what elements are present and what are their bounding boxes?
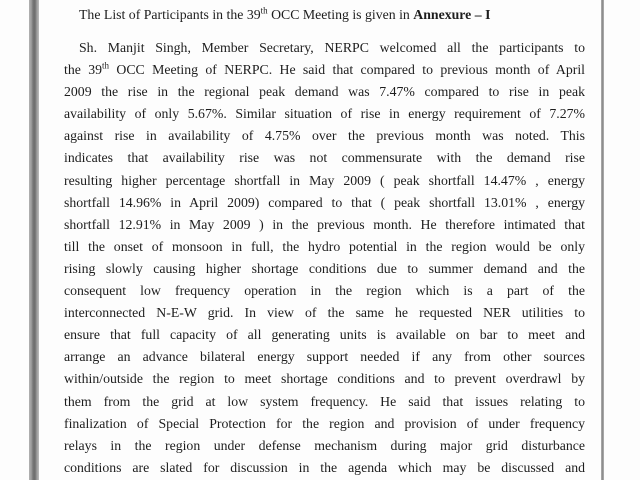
text-segment: OCC Meeting of NERPC. He said that compared to previous month of April	[109, 62, 585, 78]
text-segment: them from the grid at low system frequency. He said that issues relating to	[64, 393, 585, 409]
bold-text: Annexure – I	[413, 7, 491, 22]
paragraph-line	[64, 59, 585, 81]
paragraph-line	[64, 413, 585, 435]
paragraph-line	[64, 457, 585, 479]
text-segment: indicates that availability rise was not commensurate with the demand rise	[64, 150, 585, 166]
text-segment: interconnected N-E-W grid. In view of the same he requested NER utilities to	[64, 305, 585, 321]
text-segment: consequent low frequency operation in the region which is a part of the	[64, 283, 585, 299]
text-segment: Sh. Manjit Singh, Member Secretary, NERPC welcomed all the participants to	[79, 40, 585, 55]
paragraph-line	[64, 125, 585, 147]
paragraph-line	[64, 192, 585, 214]
paragraph-line	[64, 37, 585, 59]
paragraph-line	[64, 368, 585, 390]
page-left-edge-artifact	[29, 0, 39, 480]
paragraph-line	[64, 258, 585, 280]
text-segment: 2009 the rise in the regional peak demand was 7.47% compared to rise in peak	[64, 84, 585, 100]
text-segment: shortfall 12.91% in May 2009 ) in the previous month. He therefore intimated that	[64, 216, 585, 232]
page-right-edge-artifact	[601, 0, 604, 480]
paragraph-line	[64, 435, 585, 457]
text-segment: ensure that full capacity of all generating units is available on bar to meet and	[64, 327, 585, 343]
paragraph-line	[64, 147, 585, 169]
text-segment: relays in the region under defense mechanism during major grid disturbance	[64, 437, 585, 453]
paragraph-line	[64, 214, 585, 236]
paragraph-line	[64, 346, 585, 368]
paragraph-line	[64, 103, 585, 125]
text-segment: shortfall 14.96% in April 2009) compared to that ( peak shortfall 13.01% , energy	[64, 194, 585, 210]
text-segment: till the onset of monsoon in full, the hydro potential in the region would be only	[64, 238, 585, 254]
text-segment: the 39	[64, 62, 102, 78]
text-segment: arrange an advance bilateral energy support needed if any from other sources	[64, 349, 585, 365]
superscript-text: th	[102, 60, 110, 71]
text-segment: resulting higher percentage shortfall in May 2009 ( peak shortfall 14.47% , energy	[64, 172, 585, 188]
paragraph-line	[64, 280, 585, 302]
document-text-block	[64, 4, 585, 479]
paragraph-line	[64, 170, 585, 192]
paragraph-line	[64, 236, 585, 258]
annexure-reference-line	[64, 4, 585, 26]
text-segment: within/outside the region to meet shortage conditions and to prevent overdrawl by	[64, 371, 585, 387]
text-segment: against rise in availability of 4.75% over the previous month was noted. This	[64, 128, 585, 144]
paragraph-line	[64, 302, 585, 324]
text-segment: conditions are slated for discussion in the agenda which may be discussed and	[64, 459, 585, 475]
text-segment: finalization of Special Protection for the region and provision of under frequency	[64, 415, 585, 431]
text-segment: availability of only 5.67%. Similar situation of rise in energy requirement of 7.27%	[64, 106, 585, 122]
meeting-summary-paragraph	[64, 37, 585, 479]
paragraph-line	[64, 391, 585, 413]
paragraph-line	[64, 81, 585, 103]
paragraph-line	[64, 324, 585, 346]
text-segment: The List of Participants in the 39	[79, 7, 261, 22]
text-segment: OCC Meeting is given in	[267, 7, 414, 22]
superscript-text: th	[260, 5, 268, 16]
text-segment: rising slowly causing higher shortage conditions due to summer demand and the	[64, 260, 585, 276]
